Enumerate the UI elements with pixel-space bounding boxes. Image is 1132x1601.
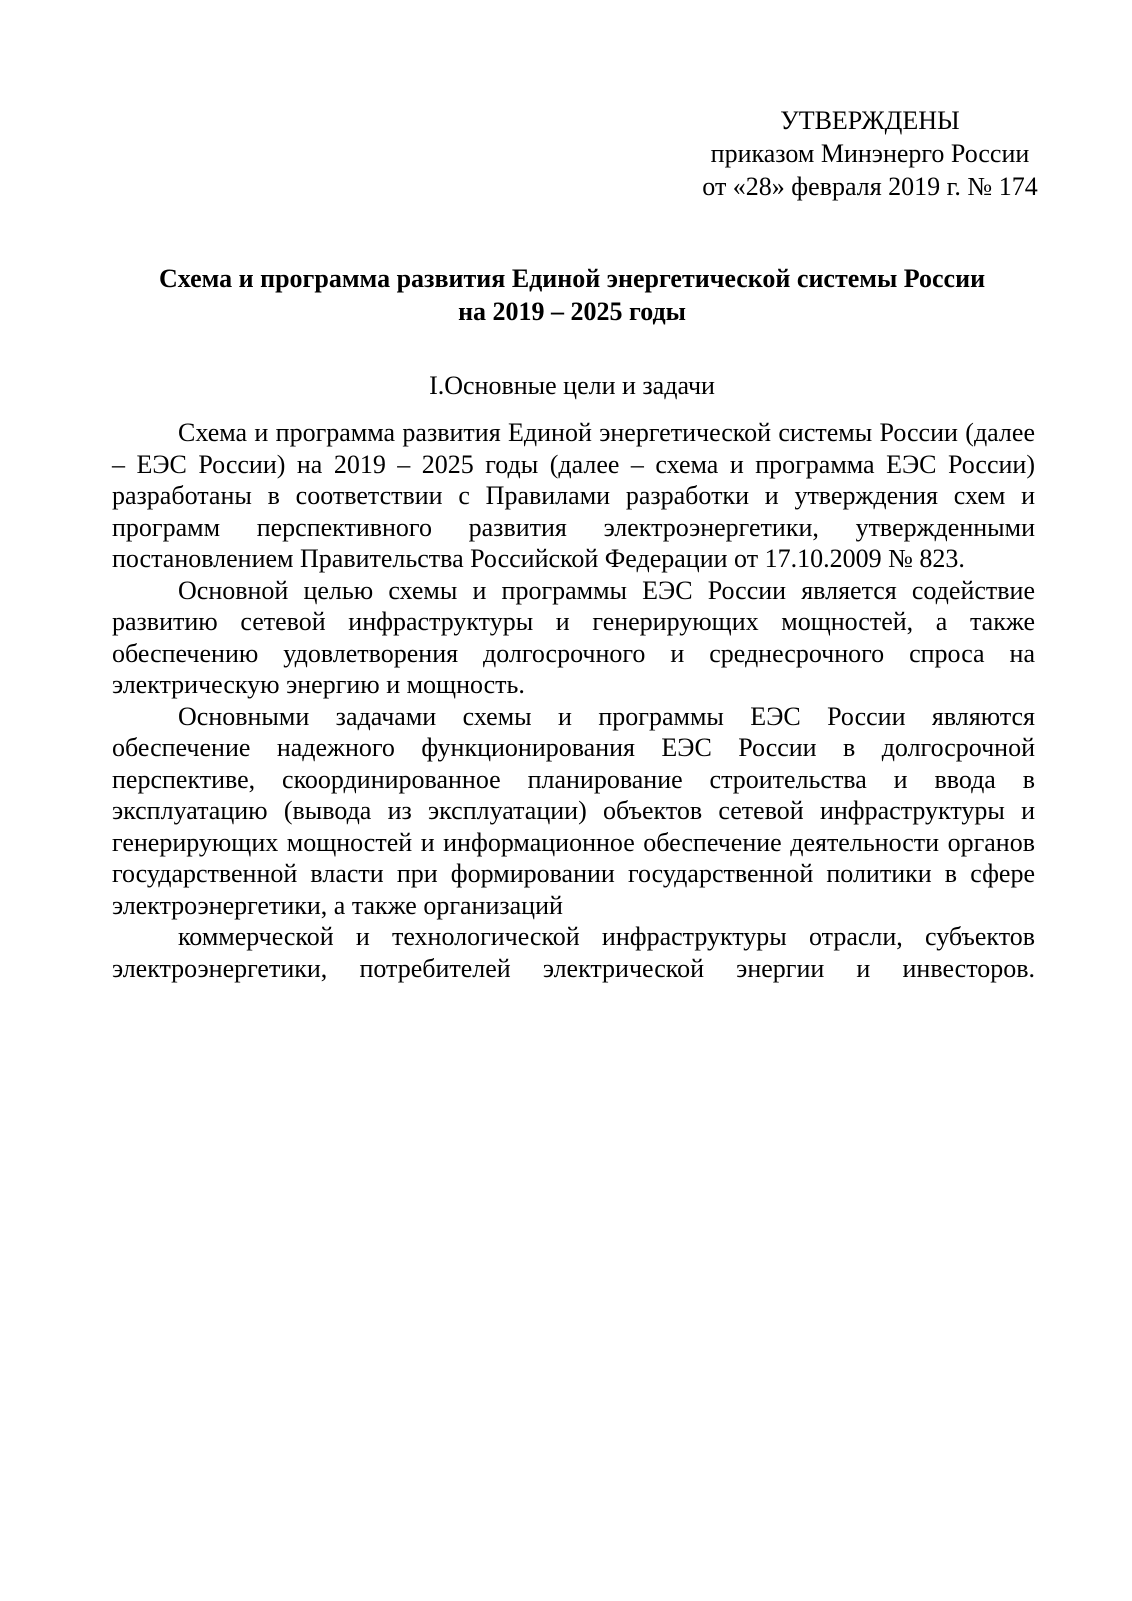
- approval-order-authority: приказом Минэнерго России: [710, 139, 1030, 168]
- paragraph-3: Основными задачами схемы и программы ЕЭС России являются обеспечение надежного функционирования ЕЭС России в долгосрочной перспективе, скоординированное планирование строительства и ввода в эксплуатацию (вывода из эксплуатации) объектов сетевой инфраструктуры и генерирующих мощностей и информационное обеспечение деятельности органов государственной власти при формировании государственной политики в сфере электроэнергетики, а также организаций: [112, 701, 1035, 920]
- approval-block: [660, 104, 1080, 203]
- document-title-line-1: Схема и программа развития Единой энергетической системы России: [158, 264, 986, 293]
- approval-order-date-number: от «28» февраля 2019 г. № 174: [702, 172, 1038, 201]
- section-heading: I.Основные цели и задачи: [429, 371, 715, 400]
- approval-status: УТВЕРЖДЕНЫ: [780, 106, 960, 135]
- paragraph-2: Основной целью схемы и программы ЕЭС России является содействие развитию сетевой инфраструктуры и генерирующих мощностей, а также обеспечению удовлетворения долгосрочного и среднесрочного спроса на электрическую энергию и мощность.: [112, 575, 1035, 699]
- document-title-line-2: на 2019 – 2025 годы: [458, 297, 686, 326]
- paragraph-1: Схема и программа развития Единой энергетической системы России (далее – ЕЭС России) на 2019 – 2025 годы (далее – схема и программа ЕЭС России) разработаны в соответствии с Правилами разработки и утверждения схем и программ перспективного развития электроэнергетики, утвержденными постановлением Правительства Российской Федерации от 17.10.2009 № 823.: [112, 418, 1035, 573]
- paragraph-4: коммерческой и технологической инфраструктуры отрасли, субъектов электроэнергетики, потребителей электрической энергии и инвесторов.: [112, 922, 1035, 983]
- document-title: [112, 262, 1032, 328]
- document-body: [112, 417, 1035, 984]
